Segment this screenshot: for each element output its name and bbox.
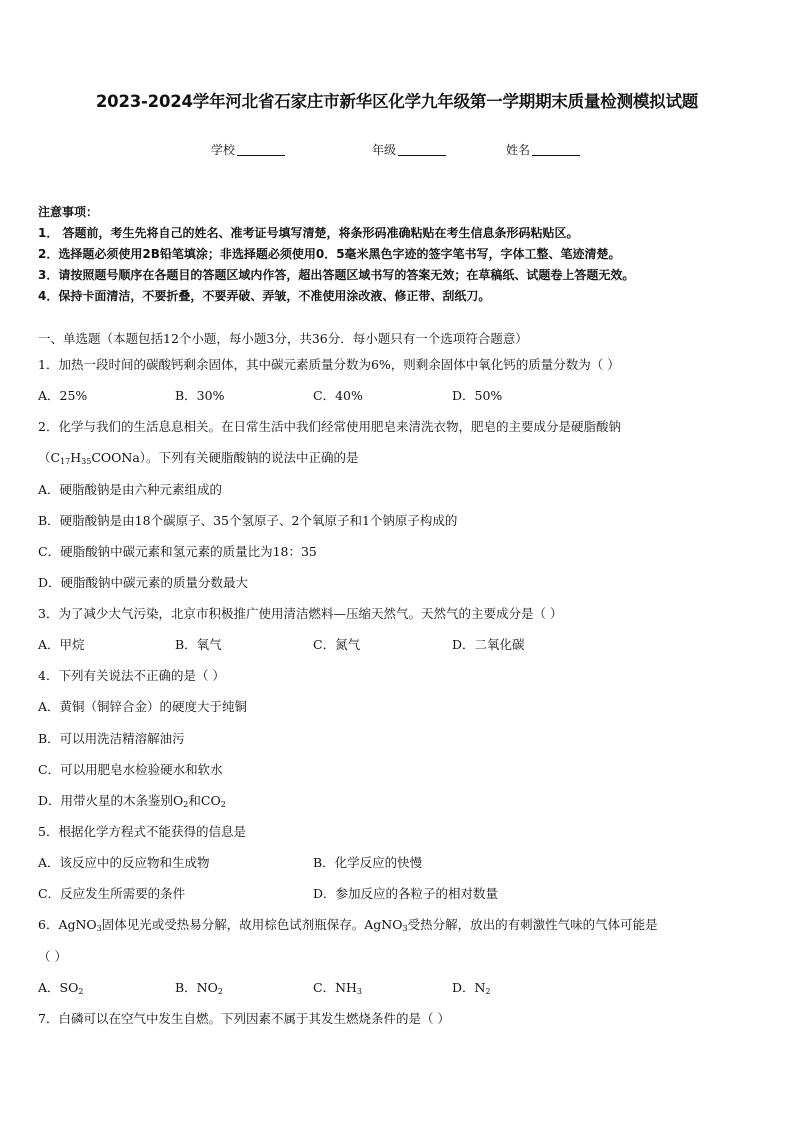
notice-item-1: 1． 答题前，考生先将自己的姓名、准考证号填写清楚，将条形码准确粘贴在考生信息条形码粘贴区。: [38, 226, 579, 240]
grade-field[interactable]: [372, 141, 446, 158]
name-label: 姓名: [506, 143, 531, 157]
q4-option-d[interactable]: D．用带火星的木条鉴别$O_2$和$CO_2$: [38, 793, 226, 809]
q6-option-a[interactable]: A．$SO_2$: [38, 980, 84, 996]
q5-option-d[interactable]: D．参加反应的各粒子的相对数量: [313, 886, 499, 901]
grade-blank[interactable]: [398, 143, 446, 156]
question-7-stem: 7．白磷可以在空气中发生自燃。下列因素不属于其发生燃烧条件的是（ ）: [38, 1011, 450, 1026]
name-field[interactable]: [506, 141, 580, 158]
q1-option-b[interactable]: B．30%: [175, 388, 225, 403]
q4-option-c[interactable]: C．可以用肥皂水检验硬水和软水: [38, 762, 223, 777]
page-title: 2023-2024学年河北省石家庄市新华区化学九年级第一学期期末质量检测模拟试题: [95, 92, 699, 111]
q1-option-d[interactable]: D．50%: [452, 388, 503, 403]
question-4-stem: 4．下列有关说法不正确的是（ ）: [38, 668, 225, 683]
q1-option-a[interactable]: A．25%: [38, 388, 88, 403]
notice-item-4: 4．保持卡面清洁，不要折叠，不要弄破、弄皱，不准使用涂改液、修正带、刮纸刀。: [38, 289, 491, 303]
school-label: 学校: [211, 143, 236, 157]
notice-heading: 注意事项：: [38, 205, 99, 219]
q2-option-b[interactable]: B．硬脂酸钠是由18个碳原子、35个氢原子、2个氧原子和1个钠原子构成的: [38, 513, 458, 528]
q6-option-c[interactable]: C．$NH_3$: [313, 980, 362, 996]
q2-option-d[interactable]: D．硬脂酸钠中碳元素的质量分数最大: [38, 575, 249, 590]
question-5-stem: 5．根据化学方程式不能获得的信息是: [38, 824, 246, 839]
q3-option-c[interactable]: C．氮气: [313, 637, 361, 652]
question-6-stem-line1: 6．AgNO$_3$固体见光或受热易分解，故用棕色试剂瓶保存。AgNO$_3$受热分解，放出的有刺激性气味的气体可能是: [38, 917, 658, 933]
q3-option-a[interactable]: A．甲烷: [38, 637, 85, 652]
section-heading: 一、单选题（本题包括12个小题，每小题3分，共36分．每小题只有一个选项符合题意）: [38, 331, 528, 346]
q5-option-c[interactable]: C．反应发生所需要的条件: [38, 886, 186, 901]
q2-option-c[interactable]: C．硬脂酸钠中碳元素和氢元素的质量比为18：35: [38, 544, 317, 559]
question-3-stem: 3．为了减少大气污染，北京市积极推广使用清洁燃料—压缩天然气。天然气的主要成分是（ ）: [38, 606, 563, 621]
q6-option-d[interactable]: D．$N_2$: [452, 980, 491, 996]
question-1-stem: 1．加热一段时间的碳酸钙剩余固体，其中碳元素质量分数为6%，则剩余固体中氧化钙的质量分数为（ ）: [38, 357, 620, 372]
question-2-stem-line1: 2．化学与我们的生活息息相关。在日常生活中我们经常使用肥皂来清洗衣物，肥皂的主要成分是硬脂酸钠: [38, 419, 621, 434]
question-6-stem-line2: （ ）: [38, 949, 67, 964]
notice-item-3: 3．请按照题号顺序在各题目的答题区域内作答，超出答题区域书写的答案无效；在草稿纸、试题卷上答题无效。: [38, 268, 635, 282]
school-field[interactable]: [211, 141, 285, 158]
q4-option-b[interactable]: B．可以用洗洁精溶解油污: [38, 731, 185, 746]
notice-item-2: 2．选择题必须使用2B铅笔填涂；非选择题必须使用0．5毫米黑色字迹的签字笔书写，字体工整、笔迹清楚。: [38, 247, 621, 261]
q2-option-a[interactable]: A．硬脂酸钠是由六种元素组成的: [38, 482, 223, 497]
grade-label: 年级: [372, 143, 397, 157]
q3-option-d[interactable]: D．二氧化碳: [452, 637, 525, 652]
q3-option-b[interactable]: B．氧气: [175, 637, 222, 652]
q5-option-a[interactable]: A．该反应中的反应物和生成物: [38, 855, 210, 870]
name-blank[interactable]: [532, 143, 580, 156]
q4-option-a[interactable]: A．黄铜（铜锌合金）的硬度大于纯铜: [38, 699, 248, 714]
question-2-stem-line2: $(C_{17}H_{35}COONa)$。下列有关硬脂酸钠的说法中正确的是: [38, 450, 359, 466]
q5-option-b[interactable]: B．化学反应的快慢: [313, 855, 423, 870]
q1-option-c[interactable]: C．40%: [313, 388, 363, 403]
q6-option-b[interactable]: B．$NO_2$: [175, 980, 223, 996]
school-blank[interactable]: [237, 143, 285, 156]
